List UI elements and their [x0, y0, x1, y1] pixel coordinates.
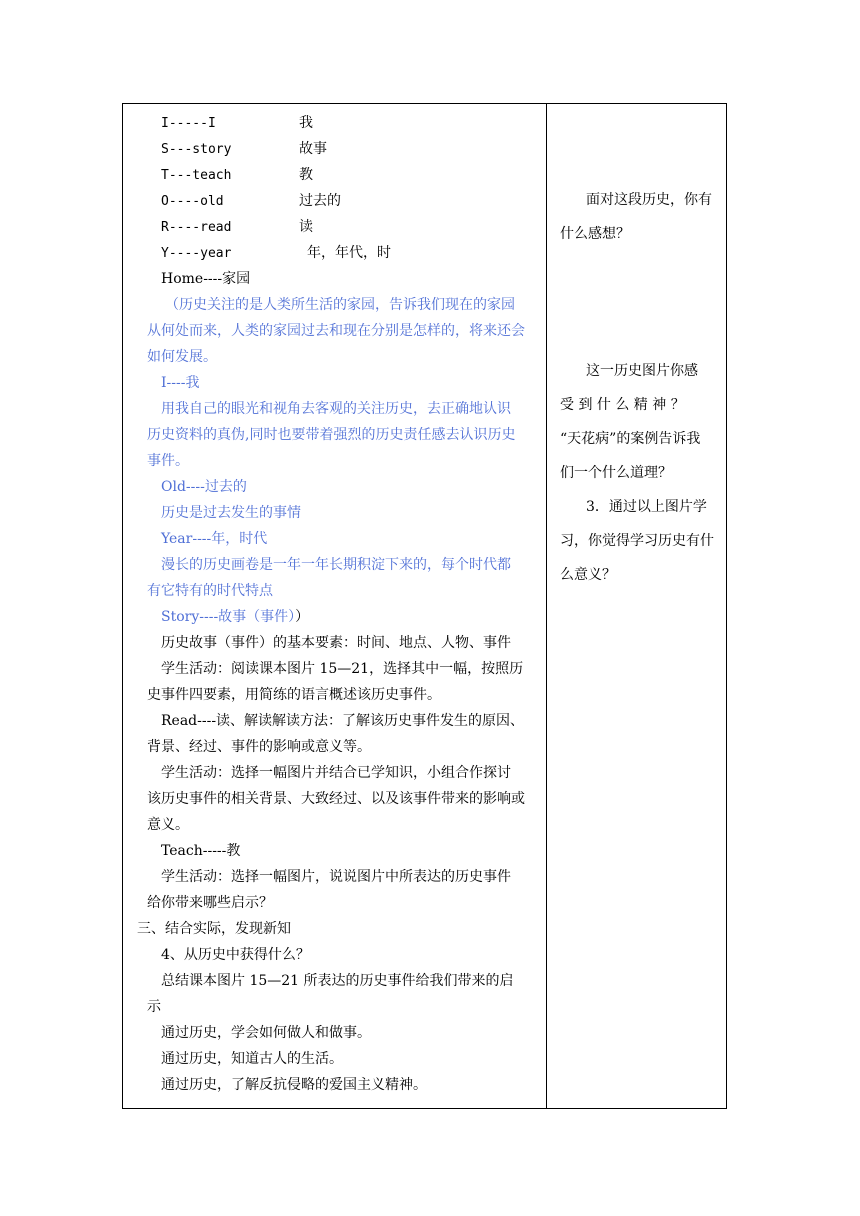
gain-item: 通过历史，学会如何做人和做事。	[161, 1025, 371, 1041]
reflection-question: 3．通过以上图片学	[586, 499, 707, 515]
home-line: Home----家园	[161, 271, 251, 287]
acronym-meaning: 读	[299, 219, 313, 235]
read-text: Read----读、解读解读方法：了解该历史事件发生的原因、	[161, 713, 525, 729]
old-text: 历史是过去发生的事情	[161, 505, 301, 521]
activity-text: 学生活动：阅读课本图片 15—21，选择其中一幅，按照历	[161, 661, 524, 677]
reflection-question: 们一个什么道理？	[560, 465, 672, 481]
acronym-meaning: 故事	[299, 141, 327, 157]
year-heading: Year----年，时代	[161, 531, 268, 547]
reflection-question: 这一历史图片你感	[586, 363, 698, 379]
acronym-code: I-----I	[161, 116, 216, 131]
acronym-code: Y----year	[161, 246, 232, 261]
i-text: 事件。	[147, 453, 189, 469]
reflection-question: 什么感想？	[560, 226, 630, 242]
acronym-meaning: 我	[299, 115, 313, 131]
story-elements: 历史故事（事件）的基本要素：时间、地点、人物、事件	[161, 635, 511, 651]
summary-text: 总结课本图片 15—21 所表达的历史事件给我们带来的启	[161, 973, 514, 989]
acronym-row	[161, 113, 313, 134]
question-heading: 4、从历史中获得什么？	[161, 947, 310, 963]
gain-item: 通过历史，了解反抗侵略的爱国主义精神。	[161, 1077, 427, 1093]
acronym-row	[161, 217, 313, 238]
reflection-question: 么意义？	[560, 567, 616, 583]
reflection-question: 习，你觉得学习历史有什	[560, 533, 714, 549]
acronym-code: R----read	[161, 220, 232, 235]
acronym-meaning: 教	[299, 167, 313, 183]
old-heading: Old----过去的	[161, 479, 247, 495]
activity-text: 意义。	[147, 817, 189, 833]
lesson-table	[122, 103, 727, 1109]
history-home-text: （历史关注的是人类所生活的家园，告诉我们现在的家园	[165, 297, 515, 313]
activity-text: 该历史事件的相关背景、大致经过、以及该事件带来的影响或	[147, 791, 525, 807]
acronym-row	[161, 243, 391, 264]
read-text: 背景、经过、事件的影响或意义等。	[147, 739, 371, 755]
acronym-code: S---story	[161, 142, 232, 157]
story-heading: Story----故事（事件）	[161, 609, 296, 625]
teach-heading: Teach-----教	[161, 843, 241, 859]
acronym-row	[161, 139, 327, 160]
history-home-text: 从何处而来，人类的家园过去和现在分别是怎样的，将来还会	[147, 323, 525, 339]
i-text: 用我自己的眼光和视角去客观的关注历史，去正确地认识	[161, 401, 511, 417]
acronym-code: O----old	[161, 194, 224, 209]
acronym-meaning: 过去的	[299, 193, 341, 209]
year-text: 漫长的历史画卷是一年一年长期积淀下来的，每个时代都	[161, 557, 511, 573]
reflection-question: 受 到 什 么 精 神 ？	[560, 397, 685, 413]
gain-item: 通过历史，知道古人的生活。	[161, 1051, 343, 1067]
year-text: 有它特有的时代特点	[147, 583, 273, 599]
i-text: 历史资料的真伪,同时也要带着强烈的历史责任感去认识历史	[147, 427, 516, 443]
section-heading: 三、结合实际，发现新知	[137, 921, 291, 937]
history-home-text: 如何发展。	[147, 349, 217, 365]
reflection-question: 面对这段历史，你有	[586, 192, 712, 208]
activity-text: 给你带来哪些启示？	[147, 895, 273, 911]
acronym-code: T---teach	[161, 168, 232, 183]
closing-paren: ）	[295, 609, 310, 625]
acronym-row	[161, 191, 341, 212]
column-divider	[546, 104, 547, 1108]
summary-text: 示	[147, 999, 161, 1015]
activity-text: 史事件四要素，用简练的语言概述该历史事件。	[147, 687, 441, 703]
acronym-meaning: 年，年代，时	[307, 245, 391, 261]
i-heading: I----我	[161, 375, 200, 391]
activity-text: 学生活动：选择一幅图片，说说图片中所表达的历史事件	[161, 869, 511, 885]
reflection-question: “天花病”的案例告诉我	[560, 431, 701, 447]
activity-text: 学生活动：选择一幅图片并结合已学知识，小组合作探讨	[161, 765, 511, 781]
acronym-row	[161, 165, 313, 186]
